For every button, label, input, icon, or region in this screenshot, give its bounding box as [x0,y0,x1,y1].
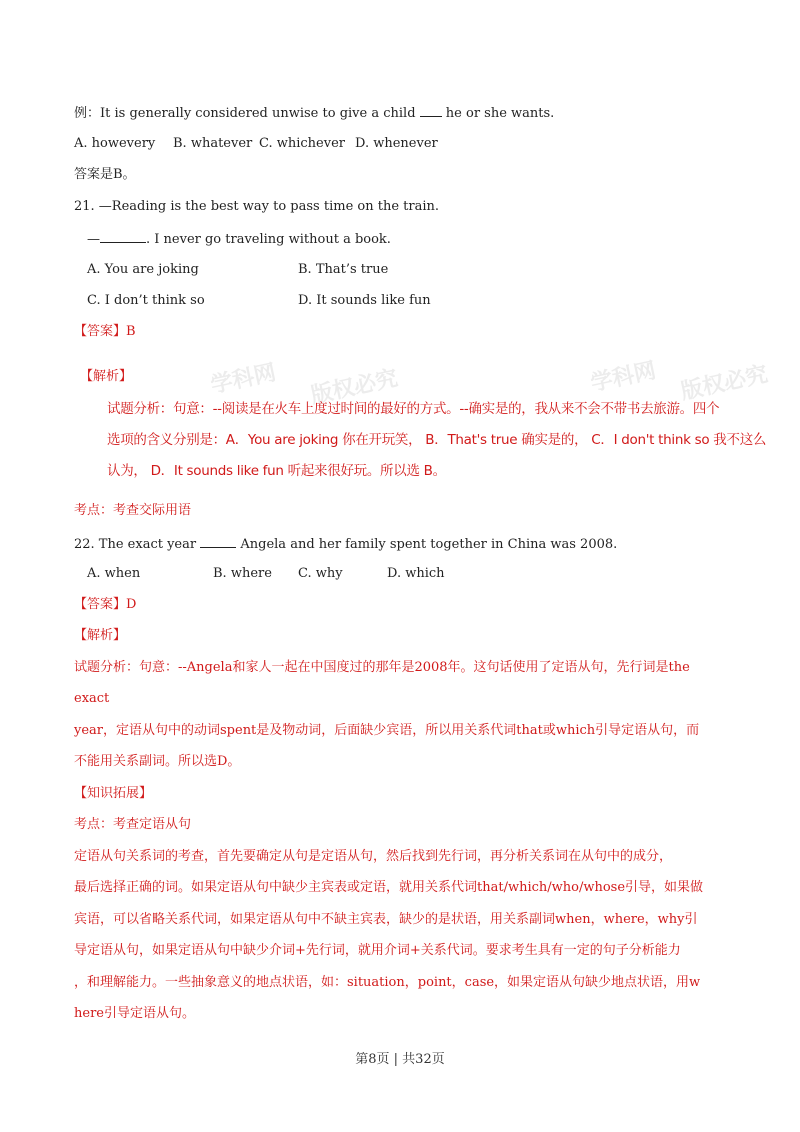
page-footer: 第8页 | 共32页 [355,1052,445,1067]
q21-analysis-label: 【解析】 [80,369,133,384]
q21-option-c: C. I don’t think so [87,293,205,308]
q22-option-d: D. which [387,566,445,581]
q21-answer: 【答案】B [74,324,136,339]
q22-extension-line: 宾语，可以省略关系代词，如果定语从句中不缺主宾表，缺少的是状语，用关系副词when，where，why引 [74,912,698,927]
watermark-text: 版权必究 [678,362,771,405]
q22-analysis-label: 【解析】 [74,628,127,643]
q21-analysis-line: 认为， D．It sounds like fun 听起来很好玩。所以选 B。 [107,463,446,479]
watermark-text: 版权必究 [308,366,401,409]
q22-option-b: B. where [213,566,272,581]
example-option-d: D. whenever [355,136,438,151]
q22-answer: 【答案】D [74,597,137,612]
q22-analysis-line: exact [74,691,110,706]
answer-blank [200,535,236,548]
example-question: 例：It is generally considered unwise to give a child he or she wants. [74,106,555,121]
q21-point: 考点：考查交际用语 [74,503,192,518]
q21-reply: — . I never go traveling without a book. [87,232,391,247]
q21-option-d: D. It sounds like fun [298,293,431,308]
q22-extension-line: 定语从句关系词的考查，首先要确定从句是定语从句，然后找到先行词，再分析关系词在从句中的成分， [74,849,673,864]
q21-option-a: A. You are joking [87,262,199,277]
q22-analysis-line: 不能用关系副词。所以选D。 [74,754,241,769]
watermark-text: 学科网 [588,358,659,397]
q22-option-a: A. when [87,566,141,581]
q21-stem: 21. —Reading is the best way to pass time on the train. [74,199,439,214]
q22-extension-line: 导定语从句，如果定语从句中缺少介词+先行词，就用介词+关系代词。要求考生具有一定的句子分析能力 [74,943,681,958]
q22-option-c: C. why [298,566,343,581]
q21-option-b: B. That’s true [298,262,389,277]
q22-extension-line: ，和理解能力。一些抽象意义的地点状语，如：situation，point，case，如果定语从句缺少地点状语，用w [74,975,701,990]
q22-extension-label: 【知识拓展】 [74,786,153,801]
q22-point: 考点：考查定语从句 [74,817,192,832]
example-option-a: A. howevery [74,136,156,151]
answer-blank [100,230,146,243]
q21-analysis-line: 试题分析：句意：--阅读是在火车上度过时间的最好的方式。--确实是的，我从来不会不带书去旅游。四个 [107,401,720,417]
q22-extension-line: 最后选择正确的词。如果定语从句中缺少主宾表或定语，就用关系代词that/which/who/whose引导，如果做 [74,880,704,895]
q22-analysis-line: year，定语从句中的动词spent是及物动词，后面缺少宾语，所以用关系代词that或which引导定语从句，而 [74,723,700,738]
example-answer: 答案是B。 [74,167,136,182]
q22-stem: 22. The exact year Angela and her family spent together in China was 2008. [74,537,618,552]
example-option-b: B. whatever [173,136,253,151]
q21-analysis-line: 选项的含义分别是：A．You are joking 你在开玩笑， B．That's true 确实是的， C．I don't think so 我不这么 [107,432,767,448]
watermark-text: 学科网 [208,360,279,399]
example-option-c: C. whichever [259,136,346,151]
q22-extension-line: here引导定语从句。 [74,1006,195,1021]
q22-analysis-line: 试题分析：句意：--Angela和家人一起在中国度过的那年是2008年。这句话使用了定语从句，先行词是the [74,660,690,675]
answer-blank [420,104,442,117]
